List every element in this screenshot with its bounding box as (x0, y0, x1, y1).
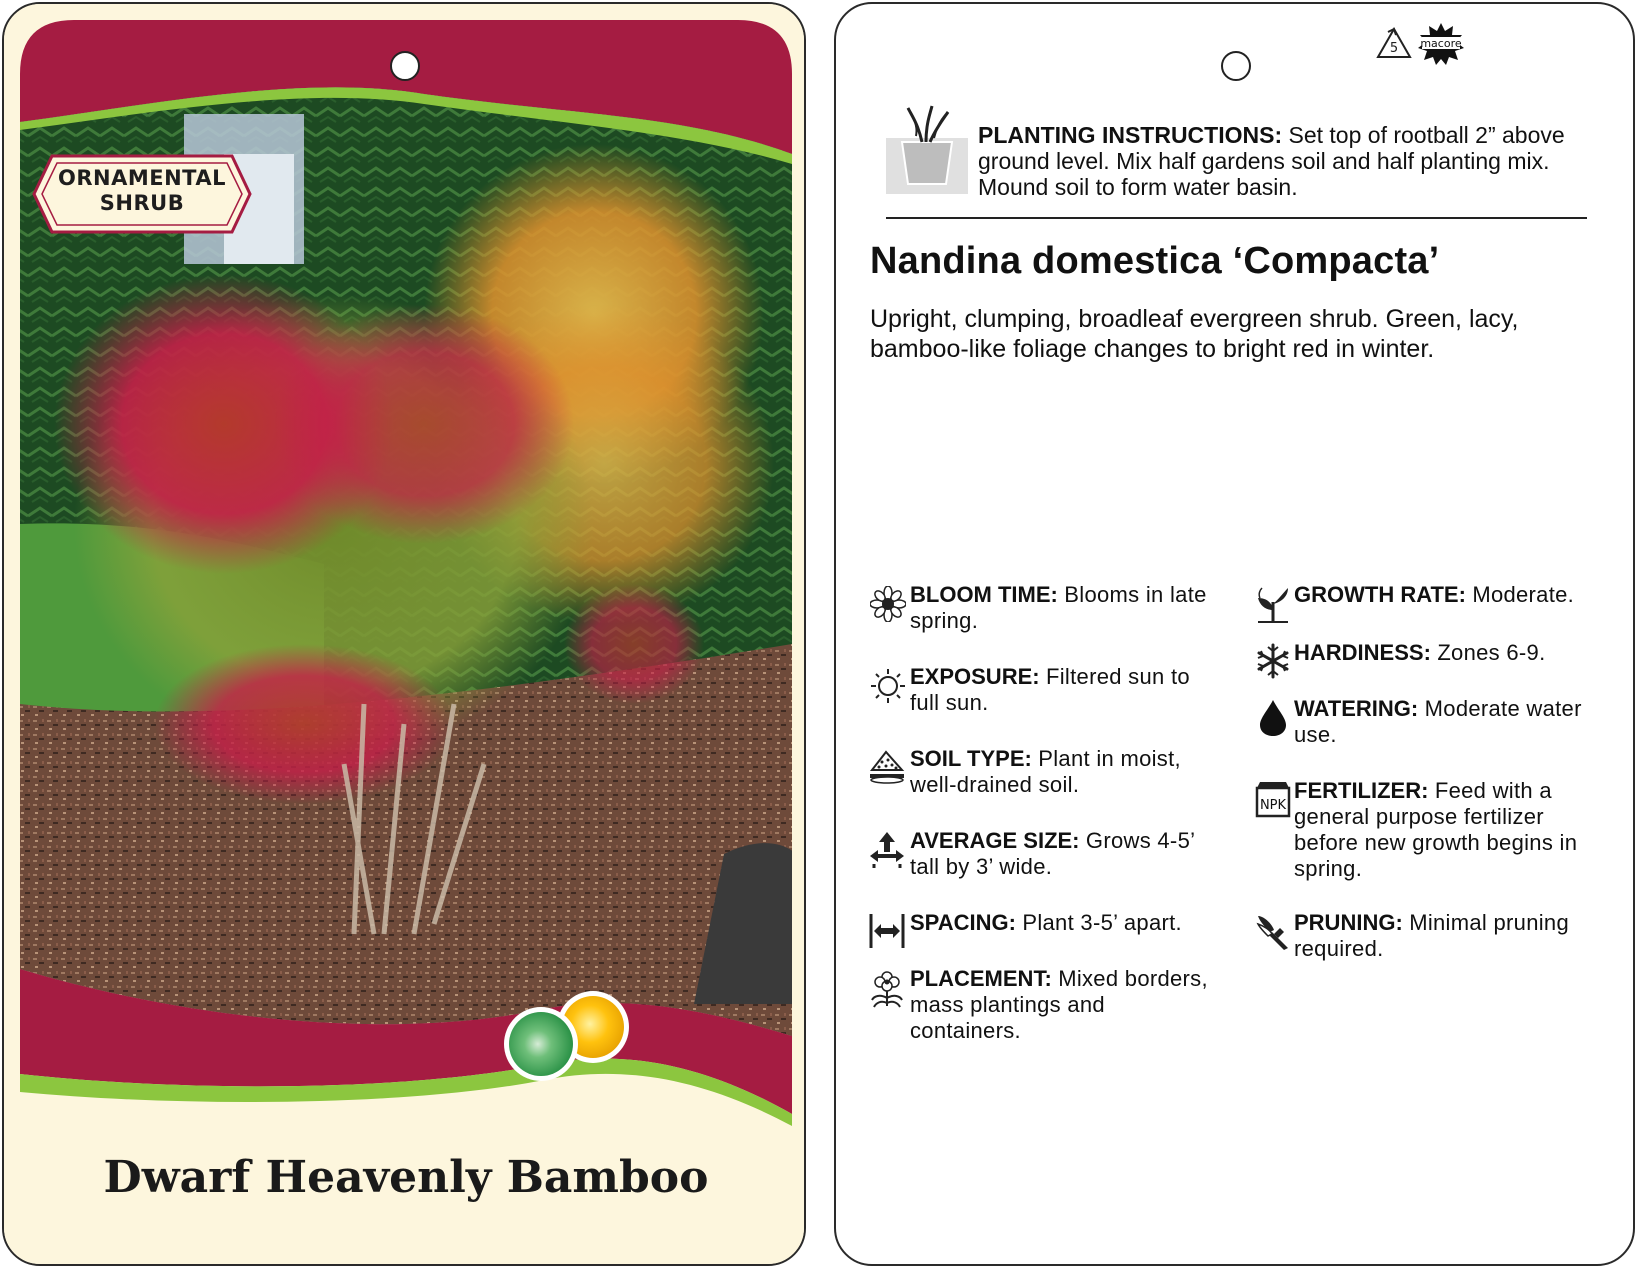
recycle-icon (1374, 26, 1414, 62)
recycle-code: 5 (1389, 41, 1399, 56)
attr-watering (1294, 696, 1614, 748)
attr-label: AVERAGE SIZE: (910, 828, 1080, 853)
attr-hardiness (1294, 640, 1614, 666)
attr-label: PLACEMENT: (910, 966, 1052, 991)
attr-value: Plant 3-5’ apart. (1015, 910, 1182, 935)
attr-bloom-time (910, 582, 1220, 634)
attr-spacing (910, 910, 1220, 936)
attr-label: HARDINESS: (1294, 640, 1431, 665)
attr-label: PRUNING: (1294, 910, 1403, 935)
divider (886, 217, 1587, 219)
common-name: Dwarf Heavenly Bamboo (103, 1152, 709, 1203)
attr-value: Moderate. (1465, 582, 1575, 607)
attr-label: FERTILIZER: (1294, 778, 1429, 803)
macore-text: macore (1420, 37, 1462, 50)
botanical-name: Nandina domestica ‘Compacta’ (870, 240, 1440, 282)
badge-line-1: ORNAMENTAL (58, 166, 226, 190)
flower-icon (870, 586, 906, 622)
size-icon (868, 830, 906, 868)
soil-icon (868, 748, 906, 784)
attr-value: Moderate water use. (1294, 696, 1582, 747)
attr-exposure (910, 664, 1220, 716)
fertilizer-icon (1254, 780, 1292, 818)
attr-label: GROWTH RATE: (1294, 582, 1466, 607)
placement-icon (868, 970, 906, 1008)
attr-fertilizer (1294, 778, 1614, 882)
spacing-icon (868, 912, 906, 950)
hang-hole (390, 51, 420, 81)
attr-value: Grows 4-5’ tall by 3’ wide. (910, 828, 1195, 879)
planting-label: PLANTING INSTRUCTIONS: (978, 122, 1283, 148)
attr-pruning (1294, 910, 1614, 962)
attr-average-size (910, 828, 1220, 880)
attr-value: Blooms in late spring. (910, 582, 1207, 633)
attr-label: EXPOSURE: (910, 664, 1040, 689)
attr-soil-type (910, 746, 1220, 798)
attr-label: WATERING: (1294, 696, 1419, 721)
green-dot (504, 1007, 578, 1081)
pruners-icon (1254, 912, 1292, 952)
back-tag (834, 2, 1635, 1266)
category-badge (34, 166, 250, 216)
snowflake-icon (1254, 642, 1292, 680)
planting-instructions (978, 122, 1598, 200)
attr-value: Mixed borders, mass plantings and containers. (910, 966, 1208, 1043)
attr-value: Filtered sun to full sun. (910, 664, 1190, 715)
badge-line-2: SHRUB (99, 191, 185, 215)
attr-label: SOIL TYPE: (910, 746, 1032, 771)
attr-label: SPACING: (910, 910, 1016, 935)
attr-value: Plant in moist, well-drained soil. (910, 746, 1181, 797)
water-drop-icon (1256, 698, 1290, 738)
sun-icon (870, 668, 906, 704)
planting-text: Set top of rootball 2” above ground level. Mix half gardens soil and half planting mix. Mound soil to form water basin. (978, 122, 1565, 200)
macore-logo (1416, 22, 1466, 66)
fertilizer-label: NPK (1259, 798, 1287, 813)
plant-description: Upright, clumping, broadleaf evergreen shrub. Green, lacy, bamboo-like foliage changes to bright red in winter. (870, 305, 1519, 363)
hang-hole (1221, 51, 1251, 81)
planting-pot-icon (886, 104, 968, 196)
attr-label: BLOOM TIME: (910, 582, 1058, 607)
attr-value: Zones 6-9. (1430, 640, 1546, 665)
front-tag (2, 2, 806, 1266)
sprout-icon (1254, 586, 1292, 624)
attr-value: Feed with a general purpose fertilizer before new growth begins in spring. (1294, 778, 1578, 881)
attr-value: Minimal pruning required. (1294, 910, 1569, 961)
attr-growth-rate (1294, 582, 1614, 608)
attr-placement (910, 966, 1220, 1044)
